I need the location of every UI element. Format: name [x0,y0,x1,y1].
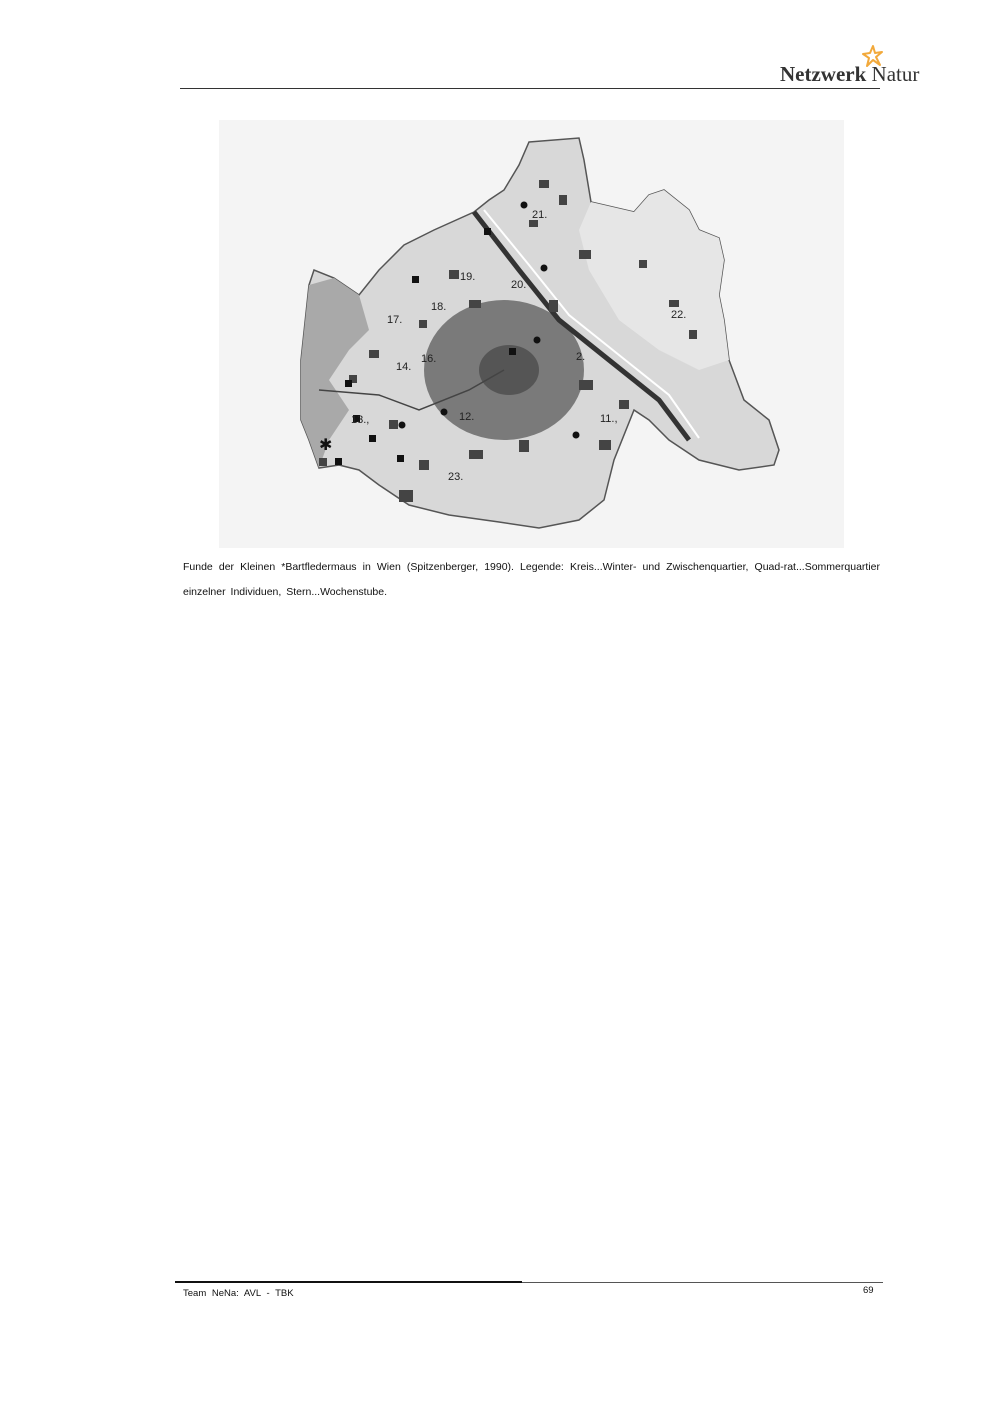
page-number: 69 [863,1285,874,1296]
district-label: 2. [576,351,586,363]
district-label: 12. [459,411,475,423]
footer-team-label: Team NeNa: AVL - TBK [183,1288,294,1299]
district-label: 19. [460,271,476,283]
figure-caption: Funde der Kleinen *Bartfledermaus in Wien (Spitzenberger, 1990). Legende: Kreis...Winter- und Zwischenquartier, Quad-rat...Sommerquartier einzelner Individuen, Stern...Wochenstube. [183,561,880,598]
district-label: 17. [387,314,403,326]
district-label: 22. [671,309,687,321]
footer-rule [175,1281,522,1283]
district-label: 11., [600,413,618,425]
district-label: 21. [532,209,548,221]
district-label: 14. [396,361,412,373]
footer-rule-thin [522,1282,883,1283]
vienna-district-map-figure [219,120,844,548]
district-label: 16. [421,353,437,365]
vienna-map-svg [219,120,844,548]
logo-regular-text: Natur [866,62,920,86]
district-label: 18. [431,301,447,313]
header-rule [180,88,880,89]
maternity-roost-star-icon: ✱ [319,437,333,454]
orange-star-figure-icon [860,44,886,70]
logo-bold-text: Netzwerk [780,62,867,86]
district-label: 13., [351,414,370,426]
district-label: 20. [511,279,527,291]
district-label: 23. [448,471,464,483]
netzwerk-natur-logo [780,62,919,87]
